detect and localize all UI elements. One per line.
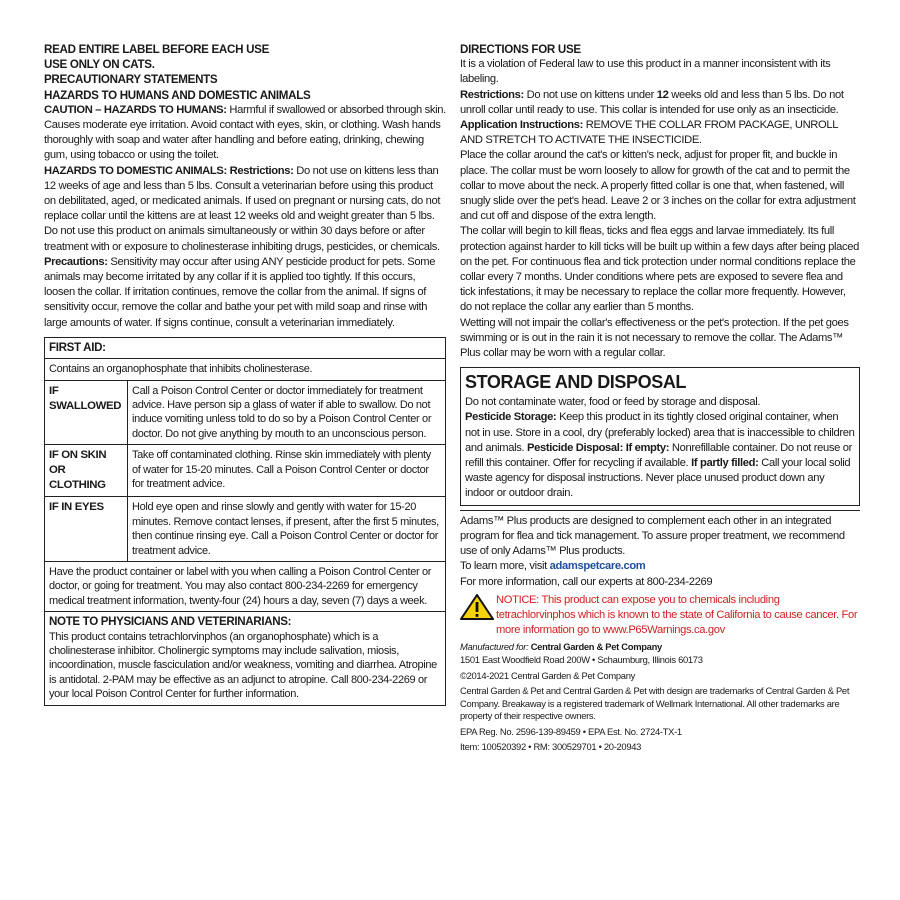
first-aid-footer: Have the product container or label with you when calling a Poison Control Center or doctor, or going for treatment. You may also contact 800-234-2269 for emergency medical treatment information, twenty-four (24) hours a day, seven (7) days a week. <box>45 561 446 611</box>
partly-filled-text: Call your local solid waste agency for disposal instructions. Never place unused product down any indoor or outdoor drain. <box>465 457 851 500</box>
intro-line: HAZARDS TO HUMANS AND DOMESTIC ANIMALS <box>44 88 311 102</box>
manufacturer-name: Central Garden & Pet Company <box>530 641 662 653</box>
trademark-text: Central Garden & Pet and Central Garden & Pet with design are trademarks of Central Garden & Pet Company. Breakaway is a registered trademark of Wellmark International. All other trademarks are property of their respective owners. <box>460 685 850 722</box>
divider <box>460 510 860 511</box>
restrictions-text: Do not use on kittens under <box>523 88 657 101</box>
manufactured-label: Manufactured for: <box>460 641 529 653</box>
pesticide-disposal-label: Pesticide Disposal: If empty: <box>527 441 670 454</box>
more-info: For more information, call our experts at 800-234-2269 <box>460 575 713 588</box>
application-paragraph <box>460 118 860 148</box>
domestic-text: Do not use on kittens less than 12 weeks of age and less than 5 lbs. Consult a veterinarian before using this product on debilitated, aged, or medicated animals. If used on pregnant or nursing cats, do not replace collar until the kittens are at least 12 weeks old and weight greater than 5 lbs. Do not use this product on animals simultaneously or within 30 days before or after treatment with or exposure to cholinesterase inhibiting drugs, pesticides, or chemicals. <box>44 164 441 253</box>
table-row <box>45 445 446 497</box>
precautions-label: Precautions: <box>44 255 108 268</box>
caution-label: CAUTION – HAZARDS TO HUMANS: <box>44 103 227 116</box>
domestic-paragraph <box>44 164 446 255</box>
restrictions-weeks: 12 <box>656 88 669 101</box>
first-aid-text: Take off contaminated clothing. Rinse skin immediately with plenty of water for 15-20 minutes. Call a Poison Control Center or doctor for treatment advice. <box>128 445 446 497</box>
address: 1501 East Woodfield Road 200W • Schaumburg, Illinois 60173 <box>460 653 703 665</box>
intro-line: PRECAUTIONARY STATEMENTS <box>44 73 218 87</box>
first-aid-title: FIRST AID: <box>45 337 446 358</box>
epa-line: EPA Reg. No. 2596-139-89459 • EPA Est. No. 2724-TX-1 <box>460 725 682 737</box>
application-text: REMOVE THE COLLAR FROM PACKAGE, UNROLL AND STRETCH TO ACTIVATE THE INSECTICIDE. <box>460 119 838 147</box>
violation-text: It is a violation of Federal law to use this product in a manner inconsistent with its labeling. <box>460 58 831 86</box>
physicians-note <box>45 612 446 705</box>
precautions-paragraph <box>44 255 446 331</box>
pesticide-disposal-text: Nonrefillable container. Do not reuse or refill this container. Offer for recycling if available. <box>465 441 852 470</box>
domestic-label: HAZARDS TO DOMESTIC ANIMALS: Restrictions: <box>44 164 294 177</box>
first-aid-table <box>44 337 446 706</box>
restrictions-text: weeks old and less than 5 lbs. Do not unroll collar until ready to use. This collar is intended for use only as an insecticide. <box>460 88 844 116</box>
table-row <box>45 380 446 445</box>
application-label: Application Instructions: <box>460 119 584 132</box>
copyright: ©2014-2021 Central Garden & Pet Company <box>460 669 636 681</box>
notice-text: NOTICE: This product can expose you to chemicals including tetrachlorvinphos which is known to the state of California to cause cancer. For more information go to www.P65Warnings.ca.gov <box>496 593 858 637</box>
first-aid-key: IF IN EYES <box>45 497 128 562</box>
first-aid-key: IF SWALLOWED <box>45 380 128 445</box>
wetting-paragraph: Wetting will not impair the collar's effectiveness or the pet's protection. If the pet goes swimming or is out in the rain it is not necessary to remove the collar. The Adams™ Plus collar may be worn with a regular collar. <box>460 316 849 360</box>
storage-paragraph <box>465 410 855 501</box>
intro-line: READ ENTIRE LABEL BEFORE EACH USE <box>44 43 270 56</box>
caution-text: Harmful if swallowed or absorbed through skin. Causes moderate eye irritation. Avoid contact with eyes, skin, or clothing. Wash hands thoroughly with soap and water after handling and before eating, drinking, chewing gum, using tobacco or using the toilet. <box>44 103 446 162</box>
directions-title: DIRECTIONS FOR USE <box>460 43 581 56</box>
item-line: Item: 100520392 • RM: 300529701 • 20-20943 <box>460 741 642 753</box>
storage-line: Do not contaminate water, food or feed by storage and disposal. <box>465 396 761 409</box>
storage-box <box>460 367 860 505</box>
adams-paragraph: Adams™ Plus products are designed to complement each other in an integrated program for flea and tick management. To assure proper treatment, we recommend use of only Adams™ Plus products. <box>460 514 845 558</box>
intro-line: USE ONLY ON CATS. <box>44 58 155 72</box>
restrictions-paragraph <box>460 88 860 118</box>
first-aid-key: IF ON SKIN OR CLOTHING <box>45 445 128 497</box>
place-paragraph: Place the collar around the cat's or kitten's neck, adjust for proper fit, and buckle in place. The collar must be worn loosely to allow for growth of the cat and to permit the collar to move about the neck. A properly fitted collar is one that, when fastened, will snugly slide over the pet's head. Leave 2 or 3 inches on the collar for extra adjustment and cut off and dispose of the extra length. <box>460 149 856 223</box>
manufacturer-line <box>460 641 860 654</box>
kill-paragraph: The collar will begin to kill fleas, ticks and flea eggs and larvae immediately. Its full protection against harder to kill ticks will be built up within a few days after being placed on the pet. For continuous flea and tick protection under normal conditions replace the collar every 7 months. Under conditions where pets are exposed to severe flea and tick infestations, it may be necessary to replace the collar more frequently. However, do not replace the collar any earlier than 5 months. <box>460 225 860 314</box>
restrictions-label: Restrictions: <box>460 88 524 101</box>
right-column <box>460 42 860 754</box>
partly-filled-label: If partly filled: <box>691 457 759 470</box>
table-row <box>45 497 446 562</box>
learn-more <box>460 559 860 574</box>
caution-paragraph <box>44 103 446 164</box>
warning-triangle-icon <box>460 594 494 620</box>
learn-more-prefix: To learn more, visit <box>460 560 550 573</box>
pesticide-storage-text: Keep this product in its tightly closed original container, when not in use. Store in a cool, dry (preferably locked) area that is inaccessible to children and animals. <box>465 411 855 454</box>
website-link[interactable]: adamspetcare.com <box>549 560 646 573</box>
physicians-title: NOTE TO PHYSICIANS AND VETERINARIANS: <box>49 615 292 629</box>
first-aid-text: Hold eye open and rinse slowly and gently with water for 15-20 minutes. Remove contact lenses, if present, after the first 5 minutes, then continue rinsing eye. Call a Poison Control Center or doctor for treatment advice. <box>128 497 446 562</box>
first-aid-text: Call a Poison Control Center or doctor immediately for treatment advice. Have person sip a glass of water if able to swallow. Do not induce vomiting unless told to do so by a Poison Control Center or doctor. Do not give anything by mouth to an unconscious person. <box>128 380 446 445</box>
first-aid-note: Contains an organophosphate that inhibits cholinesterase. <box>45 359 446 380</box>
pesticide-storage-label: Pesticide Storage: <box>465 411 557 424</box>
prop65-notice <box>460 593 860 639</box>
storage-title: STORAGE AND DISPOSAL <box>465 372 687 393</box>
left-column <box>44 42 446 706</box>
precautions-text: Sensitivity may occur after using ANY pesticide product for pets. Some animals may become irritated by any collar if it is applied too tightly. If this occurs, loosen the collar. If irritation continues, remove the collar from the animal. If signs of sensitivity occur, remove the collar and bathe your pet with mild soap and rinse with large amounts of water. If signs continue, consult a veterinarian immediately. <box>44 255 436 329</box>
physicians-text: This product contains tetrachlorvinphos (an organophosphate) which is a cholinesterase inhibitor. Cholinergic symptoms may include salivation, miosis, incoordination, muscle fasciculation and/or weakness, vomiting and diarrhea. Atropine is antidotal. 2-PAM may be effective as an adjunct to atropine. Call 800-234-2269 or your local Poison Control Center for further information. <box>49 630 437 701</box>
